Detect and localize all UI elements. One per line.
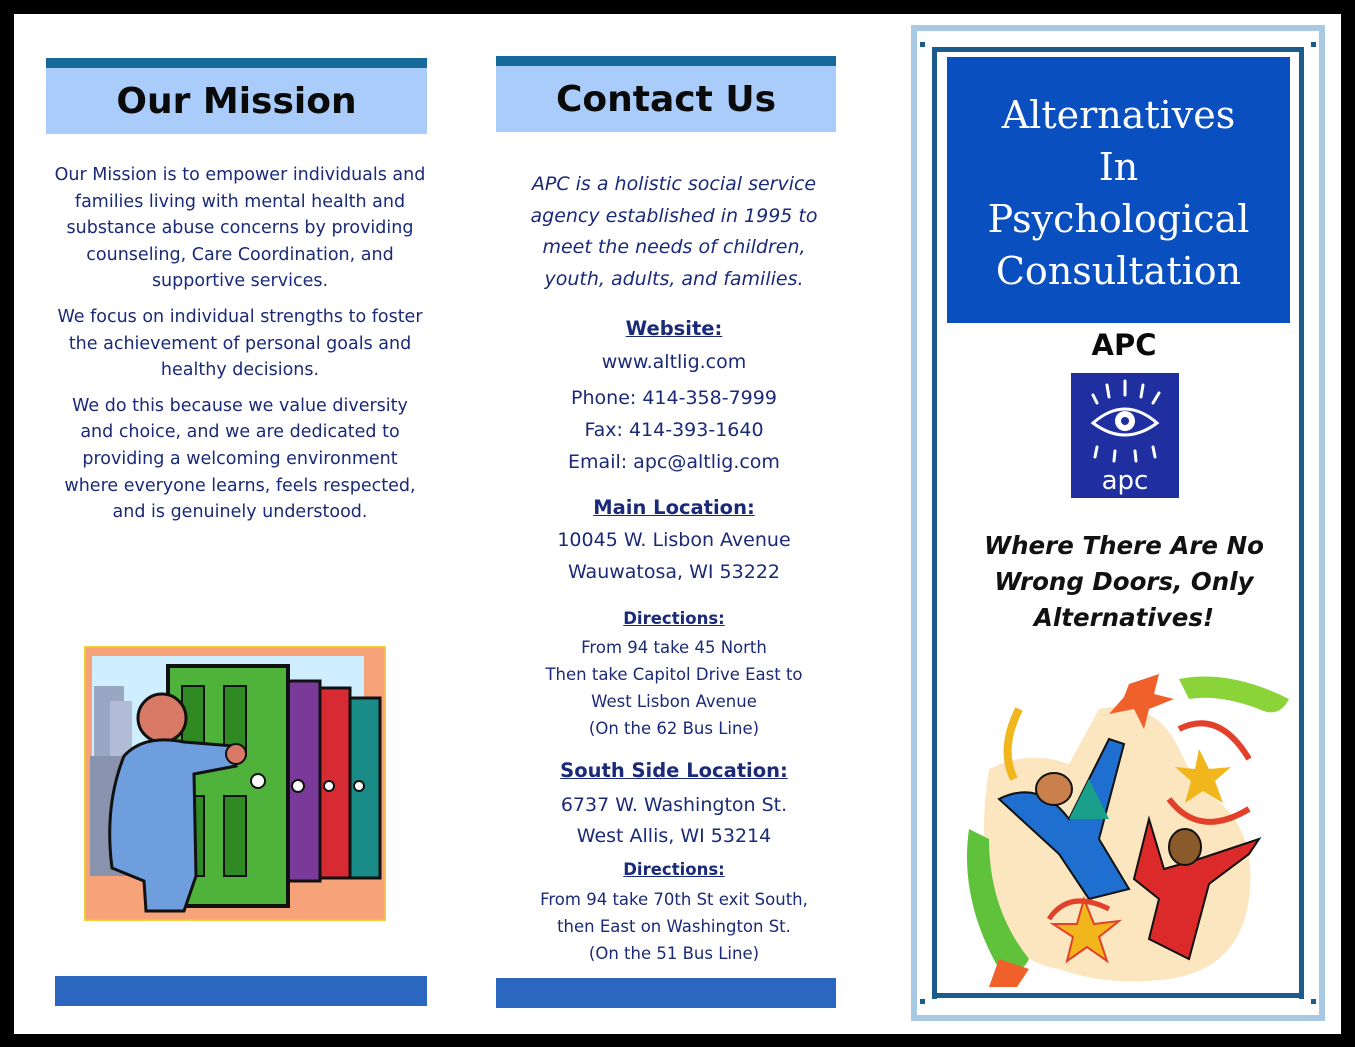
cover-title-line-3: Psychological bbox=[987, 197, 1250, 241]
contact-intro-line-4: youth, adults, and families. bbox=[544, 267, 804, 290]
cover-tagline bbox=[974, 528, 1274, 636]
brochure-page bbox=[14, 14, 1341, 1034]
celebrating-people-clipart bbox=[959, 669, 1289, 989]
apc-logo-text: apc bbox=[1101, 466, 1149, 496]
apc-acronym: APC bbox=[1091, 328, 1157, 362]
cover-title-line-1: Alternatives bbox=[1001, 93, 1236, 137]
website-label: Website: bbox=[625, 317, 723, 340]
south-location-label: South Side Location: bbox=[560, 759, 788, 782]
main-directions-line-2: Then take Capitol Drive East to bbox=[545, 665, 803, 684]
fax-number: Fax: 414-393-1640 bbox=[584, 419, 764, 441]
tagline-line-3: Alternatives! bbox=[1033, 603, 1215, 632]
mission-paragraph-2: We focus on individual strengths to foster the achievement of personal goals and healthy decisions. bbox=[57, 306, 423, 381]
mission-header-bar bbox=[46, 58, 427, 68]
main-address-line-1: 10045 W. Lisbon Avenue bbox=[557, 529, 791, 551]
cover-title-line-2: In bbox=[1098, 145, 1139, 189]
mission-heading: Our Mission bbox=[46, 68, 427, 134]
south-directions-line-3: (On the 51 Bus Line) bbox=[588, 944, 760, 963]
corner-dot bbox=[1311, 999, 1316, 1004]
cover-title-line-4: Consultation bbox=[995, 249, 1242, 293]
apc-eye-logo bbox=[1071, 373, 1179, 498]
corner-dot bbox=[920, 999, 925, 1004]
doors-clipart-image bbox=[84, 646, 386, 921]
contact-header bbox=[496, 56, 836, 132]
main-location-label: Main Location: bbox=[593, 496, 755, 519]
tagline-line-2: Wrong Doors, Only bbox=[994, 567, 1254, 596]
cover-top-rule bbox=[932, 47, 1304, 52]
mission-text bbox=[54, 162, 426, 535]
main-directions-line-3: West Lisbon Avenue bbox=[591, 692, 757, 711]
south-directions-label: Directions: bbox=[623, 860, 725, 879]
cover-bottom-rule bbox=[932, 993, 1304, 998]
corner-dot bbox=[1311, 42, 1316, 47]
website-link[interactable]: www.altlig.com bbox=[601, 351, 747, 373]
main-directions-label: Directions: bbox=[623, 609, 725, 628]
mission-footer-bar bbox=[55, 976, 427, 1006]
mission-header bbox=[46, 58, 427, 134]
contact-intro-line-3: meet the needs of children, bbox=[542, 236, 806, 258]
email-address[interactable]: Email: apc@altlig.com bbox=[568, 451, 780, 473]
contact-intro bbox=[494, 169, 854, 295]
main-address-line-2: Wauwatosa, WI 53222 bbox=[567, 561, 780, 583]
contact-footer-bar bbox=[496, 978, 836, 1008]
mission-paragraph-3: We do this because we value diversity and choice, and we are dedicated to providing a welcoming environment where everyone learns, feels respected, and is genuinely understood. bbox=[64, 395, 416, 523]
contact-intro-line-1: APC is a holistic social service bbox=[531, 173, 817, 195]
cover-title-box bbox=[947, 57, 1290, 323]
main-directions-line-4: (On the 62 Bus Line) bbox=[588, 719, 760, 738]
main-directions-line-1: From 94 take 45 North bbox=[581, 638, 767, 657]
mission-paragraph-1: Our Mission is to empower individuals and families living with mental health and substance abuse concerns by providing counseling, Care Coordination, and supportive services. bbox=[54, 165, 426, 292]
contact-heading: Contact Us bbox=[496, 66, 836, 132]
south-address-line-1: 6737 W. Washington St. bbox=[560, 794, 788, 816]
south-directions-line-2: then East on Washington St. bbox=[557, 917, 791, 936]
corner-dot bbox=[920, 42, 925, 47]
contact-intro-line-2: agency established in 1995 to bbox=[530, 204, 818, 227]
south-address-line-2: West Allis, WI 53214 bbox=[576, 825, 772, 847]
contact-header-bar bbox=[496, 56, 836, 66]
phone-number: Phone: 414-358-7999 bbox=[571, 387, 777, 409]
south-directions-line-1: From 94 take 70th St exit South, bbox=[540, 890, 808, 909]
tagline-line-1: Where There Are No bbox=[984, 531, 1264, 560]
